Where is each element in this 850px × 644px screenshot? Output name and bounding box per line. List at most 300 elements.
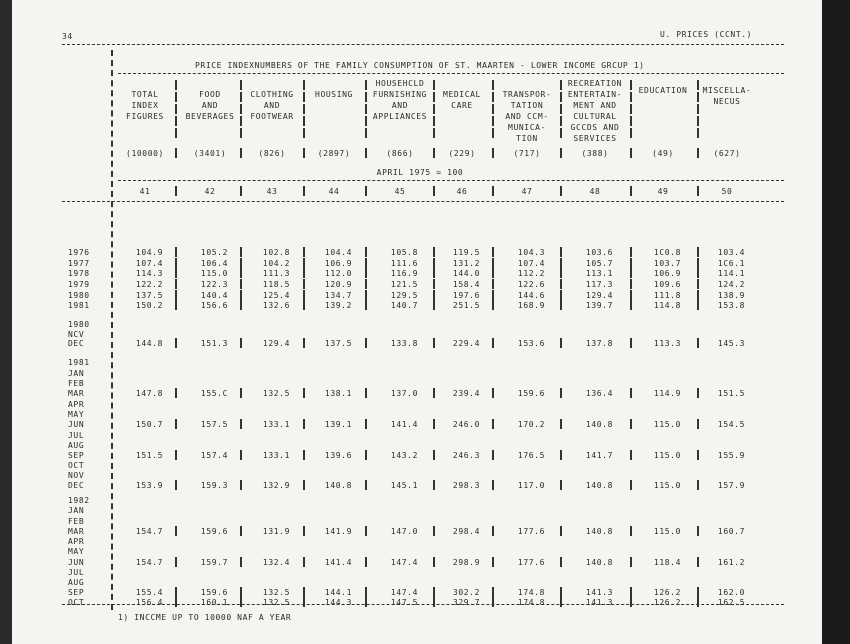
table-cell: 159.6 bbox=[517, 389, 545, 398]
column-separator-tick bbox=[303, 104, 305, 114]
table-cell: 114.9 bbox=[653, 389, 681, 398]
column-code: 47 bbox=[521, 187, 533, 196]
column-code: 42 bbox=[204, 187, 216, 196]
column-header-line: BEVERAGES bbox=[185, 112, 235, 121]
row-label: DEC bbox=[68, 481, 85, 490]
column-separator-tick bbox=[303, 80, 305, 90]
table-cell: 251.5 bbox=[452, 301, 480, 310]
table-cell: 147.4 bbox=[390, 558, 418, 567]
column-separator-tick bbox=[365, 128, 367, 138]
table-cell: 1C6.1 bbox=[717, 259, 745, 268]
column-separator-tick bbox=[303, 186, 305, 196]
column-separator-tick bbox=[365, 557, 367, 567]
column-separator-tick bbox=[433, 148, 435, 158]
table-cell: 118.5 bbox=[262, 280, 290, 289]
row-label: OCT bbox=[68, 598, 85, 607]
column-weight: (49) bbox=[652, 149, 674, 158]
column-separator-tick bbox=[175, 597, 177, 607]
column-weight: (627) bbox=[713, 149, 741, 158]
table-cell: 115.0 bbox=[653, 527, 681, 536]
table-cell: 229.4 bbox=[452, 339, 480, 348]
table-cell: 159.6 bbox=[200, 588, 228, 597]
row-label: APR bbox=[68, 400, 85, 409]
row-label: MAR bbox=[68, 389, 85, 398]
column-separator-tick bbox=[560, 597, 562, 607]
row-label: JAN bbox=[68, 506, 85, 515]
code-lower-rule bbox=[62, 201, 784, 202]
column-header-line: FIGURES bbox=[126, 112, 164, 121]
table-cell: 155.C bbox=[200, 389, 228, 398]
table-cell: 120.9 bbox=[324, 280, 352, 289]
table-cell: 159.7 bbox=[200, 558, 228, 567]
column-separator-tick bbox=[560, 450, 562, 460]
column-separator-tick bbox=[365, 279, 367, 289]
row-label: NOV bbox=[68, 471, 85, 480]
column-header-line: FOOD bbox=[199, 90, 221, 99]
column-code: 41 bbox=[139, 187, 151, 196]
column-separator-tick bbox=[365, 480, 367, 490]
table-cell: 160.7 bbox=[717, 527, 745, 536]
code-upper-rule bbox=[118, 180, 784, 181]
table-cell: 134.7 bbox=[324, 291, 352, 300]
table-cell: 105.7 bbox=[585, 259, 613, 268]
column-separator-tick bbox=[365, 587, 367, 597]
column-header-line: EDUCATION bbox=[638, 86, 688, 95]
table-cell: 111.6 bbox=[390, 259, 418, 268]
row-label: 1981 bbox=[68, 301, 90, 310]
column-separator-tick bbox=[303, 116, 305, 126]
table-cell: 140.8 bbox=[585, 527, 613, 536]
table-cell: 107.4 bbox=[135, 259, 163, 268]
column-separator-tick bbox=[175, 290, 177, 300]
column-separator-tick bbox=[240, 128, 242, 138]
column-separator-tick bbox=[365, 258, 367, 268]
column-separator-tick bbox=[365, 526, 367, 536]
column-separator-tick bbox=[492, 450, 494, 460]
column-header-line: FURNISHING bbox=[372, 90, 428, 99]
column-separator-tick bbox=[492, 80, 494, 90]
column-separator-tick bbox=[175, 268, 177, 278]
column-separator-tick bbox=[365, 92, 367, 102]
table-cell: 157.9 bbox=[717, 481, 745, 490]
table-cell: 122.6 bbox=[517, 280, 545, 289]
table-cell: 106.9 bbox=[324, 259, 352, 268]
table-cell: 177.6 bbox=[517, 558, 545, 567]
row-label: JUL bbox=[68, 431, 85, 440]
column-separator-tick bbox=[175, 258, 177, 268]
row-label: 1980 bbox=[68, 291, 90, 300]
table-cell: 155.4 bbox=[135, 588, 163, 597]
row-label: 1977 bbox=[68, 259, 90, 268]
table-cell: 141.7 bbox=[585, 451, 613, 460]
column-code: 45 bbox=[394, 187, 406, 196]
table-cell: 102.8 bbox=[262, 248, 290, 257]
column-weight: (229) bbox=[448, 149, 476, 158]
column-weight: (826) bbox=[258, 149, 286, 158]
column-separator-tick bbox=[697, 186, 699, 196]
table-cell: 197.6 bbox=[452, 291, 480, 300]
table-cell: 144.0 bbox=[452, 269, 480, 278]
table-cell: 174.8 bbox=[517, 598, 545, 607]
column-separator-tick bbox=[560, 419, 562, 429]
table-cell: 141.4 bbox=[390, 420, 418, 429]
column-separator-tick bbox=[560, 80, 562, 90]
table-cell: 170.2 bbox=[517, 420, 545, 429]
table-cell: 154.5 bbox=[717, 420, 745, 429]
table-cell: 129.4 bbox=[585, 291, 613, 300]
column-weight: (866) bbox=[386, 149, 414, 158]
table-cell: 138.1 bbox=[324, 389, 352, 398]
column-separator-tick bbox=[492, 279, 494, 289]
table-cell: 116.9 bbox=[390, 269, 418, 278]
column-separator-tick bbox=[365, 80, 367, 90]
table-cell: 122.2 bbox=[135, 280, 163, 289]
column-separator-tick bbox=[365, 186, 367, 196]
table-cell: 139.1 bbox=[324, 420, 352, 429]
table-cell: 115.0 bbox=[653, 451, 681, 460]
table-cell: 159.3 bbox=[200, 481, 228, 490]
column-separator-tick bbox=[175, 104, 177, 114]
column-separator-tick bbox=[630, 148, 632, 158]
table-cell: 168.9 bbox=[517, 301, 545, 310]
table-cell: 132.5 bbox=[262, 598, 290, 607]
table-cell: 161.2 bbox=[717, 558, 745, 567]
column-header-line: APPLIANCES bbox=[372, 112, 428, 121]
column-separator-tick bbox=[492, 148, 494, 158]
table-cell: 119.5 bbox=[452, 248, 480, 257]
column-separator-tick bbox=[492, 480, 494, 490]
column-header-line: RECREATION bbox=[567, 79, 623, 88]
column-separator-tick bbox=[175, 526, 177, 536]
column-header-line: CULTURAL bbox=[573, 112, 617, 121]
column-header-line: SERVICES bbox=[573, 134, 617, 143]
table-cell: 141.4 bbox=[324, 558, 352, 567]
table-cell: 111.3 bbox=[262, 269, 290, 278]
column-separator-tick bbox=[492, 526, 494, 536]
table-cell: 155.9 bbox=[717, 451, 745, 460]
row-label: 1976 bbox=[68, 248, 90, 257]
table-cell: 137.0 bbox=[390, 389, 418, 398]
table-cell: 151.5 bbox=[135, 451, 163, 460]
column-header-line: NECUS bbox=[713, 97, 741, 106]
column-separator-tick bbox=[492, 258, 494, 268]
column-separator-tick bbox=[365, 104, 367, 114]
column-separator-tick bbox=[560, 480, 562, 490]
column-header-line: HOUSEHCLD bbox=[375, 79, 425, 88]
table-cell: 141.3 bbox=[585, 588, 613, 597]
column-separator-tick bbox=[365, 268, 367, 278]
table-cell: 140.7 bbox=[390, 301, 418, 310]
column-code: 44 bbox=[328, 187, 340, 196]
row-label: APR bbox=[68, 537, 85, 546]
table-cell: 114.8 bbox=[653, 301, 681, 310]
table-cell: 144.6 bbox=[517, 291, 545, 300]
row-label: JAN bbox=[68, 369, 85, 378]
table-cell: 126.2 bbox=[653, 598, 681, 607]
column-separator-tick bbox=[492, 587, 494, 597]
column-separator-tick bbox=[492, 247, 494, 257]
table-cell: 131.2 bbox=[452, 259, 480, 268]
column-separator-tick bbox=[560, 300, 562, 310]
table-cell: 117.0 bbox=[517, 481, 545, 490]
table-cell: 145.1 bbox=[390, 481, 418, 490]
column-separator-tick bbox=[697, 128, 699, 138]
column-header-line: AND bbox=[391, 101, 409, 110]
row-label: 1979 bbox=[68, 280, 90, 289]
column-weight: (3401) bbox=[193, 149, 227, 158]
column-header-line: TION bbox=[516, 134, 538, 143]
title-rule bbox=[118, 73, 784, 74]
table-cell: 139.7 bbox=[585, 301, 613, 310]
row-label: 1981 bbox=[68, 358, 90, 367]
column-code: 48 bbox=[589, 187, 601, 196]
column-separator-tick bbox=[240, 92, 242, 102]
column-separator-tick bbox=[433, 92, 435, 102]
column-separator-tick bbox=[175, 186, 177, 196]
table-cell: 153.9 bbox=[135, 481, 163, 490]
column-separator-tick bbox=[240, 148, 242, 158]
table-cell: 129.4 bbox=[262, 339, 290, 348]
table-cell: 329.7 bbox=[452, 598, 480, 607]
column-weight: (717) bbox=[513, 149, 541, 158]
table-cell: 117.3 bbox=[585, 280, 613, 289]
table-cell: 144.1 bbox=[324, 588, 352, 597]
column-separator-tick bbox=[697, 116, 699, 126]
table-cell: 137.8 bbox=[585, 339, 613, 348]
column-separator-tick bbox=[560, 258, 562, 268]
column-header-line: TATION bbox=[510, 101, 544, 110]
table-cell: 246.3 bbox=[452, 451, 480, 460]
table-cell: 139.2 bbox=[324, 301, 352, 310]
row-label: FEB bbox=[68, 517, 85, 526]
table-cell: 153.8 bbox=[717, 301, 745, 310]
column-separator-tick bbox=[560, 290, 562, 300]
column-weight: (388) bbox=[581, 149, 609, 158]
column-header-line: MUNICA- bbox=[508, 123, 546, 132]
table-cell: 103.7 bbox=[653, 259, 681, 268]
column-separator-tick bbox=[433, 104, 435, 114]
column-separator-tick bbox=[560, 338, 562, 348]
row-label: JUN bbox=[68, 420, 85, 429]
table-cell: 1C0.8 bbox=[653, 248, 681, 257]
column-separator-tick bbox=[175, 247, 177, 257]
table-cell: 298.3 bbox=[452, 481, 480, 490]
table-cell: 133.1 bbox=[262, 451, 290, 460]
table-cell: 177.6 bbox=[517, 527, 545, 536]
footnote: 1) INCCME UP TO 10000 NAF A YEAR bbox=[118, 613, 292, 622]
table-cell: 137.5 bbox=[135, 291, 163, 300]
column-separator-tick bbox=[365, 300, 367, 310]
column-separator-tick bbox=[630, 92, 632, 102]
column-separator-tick bbox=[630, 104, 632, 114]
table-cell: 140.8 bbox=[585, 420, 613, 429]
table-cell: 106.4 bbox=[200, 259, 228, 268]
column-separator-tick bbox=[175, 480, 177, 490]
column-separator-tick bbox=[433, 128, 435, 138]
row-label: NCV bbox=[68, 330, 85, 339]
table-cell: 298.4 bbox=[452, 527, 480, 536]
table-cell: 122.3 bbox=[200, 280, 228, 289]
column-separator-tick bbox=[492, 300, 494, 310]
table-cell: 113.3 bbox=[653, 339, 681, 348]
column-separator-tick bbox=[560, 587, 562, 597]
table-cell: 156.6 bbox=[200, 301, 228, 310]
column-separator-tick bbox=[175, 279, 177, 289]
table-cell: 132.6 bbox=[262, 301, 290, 310]
column-header-line: FOOTWEAR bbox=[250, 112, 294, 121]
column-header-line: MEDICAL bbox=[443, 90, 481, 99]
column-separator-tick bbox=[697, 92, 699, 102]
column-separator-tick bbox=[560, 104, 562, 114]
table-cell: 156.4 bbox=[135, 598, 163, 607]
table-cell: 105.2 bbox=[200, 248, 228, 257]
column-weight: (10000) bbox=[126, 149, 164, 158]
row-label: FEB bbox=[68, 379, 85, 388]
page-number: 34 bbox=[62, 32, 73, 41]
column-separator-tick bbox=[175, 128, 177, 138]
table-cell: 131.9 bbox=[262, 527, 290, 536]
column-separator-tick bbox=[492, 597, 494, 607]
table-cell: 144.3 bbox=[324, 598, 352, 607]
table-cell: 141.9 bbox=[324, 527, 352, 536]
column-code: 49 bbox=[657, 187, 669, 196]
column-header-line: MENT AND bbox=[573, 101, 617, 110]
column-separator-tick bbox=[175, 116, 177, 126]
column-separator-tick bbox=[492, 290, 494, 300]
table-cell: 159.6 bbox=[200, 527, 228, 536]
column-header-line: AND bbox=[201, 101, 219, 110]
column-separator-tick bbox=[175, 92, 177, 102]
table-cell: 112.0 bbox=[324, 269, 352, 278]
column-separator-tick bbox=[365, 148, 367, 158]
column-separator-tick bbox=[560, 247, 562, 257]
page-binding-edge bbox=[0, 0, 12, 644]
table-cell: 111.8 bbox=[653, 291, 681, 300]
column-separator-tick bbox=[630, 116, 632, 126]
column-separator-tick bbox=[175, 587, 177, 597]
column-separator-tick bbox=[365, 419, 367, 429]
row-label: 1978 bbox=[68, 269, 90, 278]
table-cell: 126.2 bbox=[653, 588, 681, 597]
column-separator-tick bbox=[175, 557, 177, 567]
column-separator-tick bbox=[560, 268, 562, 278]
column-separator-tick bbox=[433, 186, 435, 196]
table-cell: 106.9 bbox=[653, 269, 681, 278]
column-separator-tick bbox=[697, 80, 699, 90]
table-cell: 112.2 bbox=[517, 269, 545, 278]
column-separator-tick bbox=[175, 450, 177, 460]
table-cell: 137.5 bbox=[324, 339, 352, 348]
table-cell: 147.4 bbox=[390, 588, 418, 597]
column-header-line: HOUSING bbox=[315, 90, 353, 99]
table-cell: 104.4 bbox=[324, 248, 352, 257]
table-cell: 153.6 bbox=[517, 339, 545, 348]
column-separator-tick bbox=[240, 80, 242, 90]
column-code: 43 bbox=[266, 187, 278, 196]
column-separator-tick bbox=[560, 116, 562, 126]
column-separator-tick bbox=[560, 186, 562, 196]
column-separator-tick bbox=[492, 104, 494, 114]
table-cell: 145.3 bbox=[717, 339, 745, 348]
table-cell: 302.2 bbox=[452, 588, 480, 597]
table-cell: 174.8 bbox=[517, 588, 545, 597]
column-separator-tick bbox=[175, 300, 177, 310]
table-cell: 162.5 bbox=[717, 598, 745, 607]
column-separator-tick bbox=[560, 148, 562, 158]
table-cell: 140.8 bbox=[585, 558, 613, 567]
table-cell: 150.2 bbox=[135, 301, 163, 310]
table-cell: 141.3 bbox=[585, 598, 613, 607]
table-cell: 121.5 bbox=[390, 280, 418, 289]
table-cell: 104.2 bbox=[262, 259, 290, 268]
row-label: JUL bbox=[68, 568, 85, 577]
column-separator-tick bbox=[365, 338, 367, 348]
table-cell: 133.1 bbox=[262, 420, 290, 429]
table-cell: 132.5 bbox=[262, 389, 290, 398]
row-label: SEP bbox=[68, 588, 85, 597]
table-cell: 109.6 bbox=[653, 280, 681, 289]
table-cell: 140.8 bbox=[324, 481, 352, 490]
column-separator-tick bbox=[240, 104, 242, 114]
column-separator-tick bbox=[492, 557, 494, 567]
column-separator-tick bbox=[175, 419, 177, 429]
column-separator-tick bbox=[492, 388, 494, 398]
table-cell: 104.3 bbox=[517, 248, 545, 257]
row-label: 1980 bbox=[68, 320, 90, 329]
table-cell: 133.8 bbox=[390, 339, 418, 348]
column-separator-tick bbox=[303, 128, 305, 138]
table-cell: 104.9 bbox=[135, 248, 163, 257]
column-separator-tick bbox=[365, 247, 367, 257]
column-separator-tick bbox=[560, 388, 562, 398]
column-separator-tick bbox=[365, 290, 367, 300]
column-separator-tick bbox=[560, 128, 562, 138]
row-label: JUN bbox=[68, 558, 85, 567]
column-separator-tick bbox=[560, 92, 562, 102]
table-cell: 298.9 bbox=[452, 558, 480, 567]
table-cell: 103.4 bbox=[717, 248, 745, 257]
column-separator-tick bbox=[560, 279, 562, 289]
column-separator-tick bbox=[492, 338, 494, 348]
column-separator-tick bbox=[492, 419, 494, 429]
table-cell: 140.8 bbox=[585, 481, 613, 490]
column-separator-tick bbox=[303, 148, 305, 158]
column-header-line: AND CCM- bbox=[505, 112, 549, 121]
column-separator-tick bbox=[433, 116, 435, 126]
table-cell: 125.4 bbox=[262, 291, 290, 300]
table-cell: 132.9 bbox=[262, 481, 290, 490]
column-separator-tick bbox=[492, 186, 494, 196]
table-cell: 151.5 bbox=[717, 389, 745, 398]
table-cell: 118.4 bbox=[653, 558, 681, 567]
row-label: SEP bbox=[68, 451, 85, 460]
table-cell: 105.8 bbox=[390, 248, 418, 257]
table-cell: 143.2 bbox=[390, 451, 418, 460]
table-cell: 115.0 bbox=[200, 269, 228, 278]
base-period: APRIL 1975 = 100 bbox=[376, 168, 464, 177]
column-header-line: ENTERTAIN- bbox=[567, 90, 623, 99]
stub-divider bbox=[111, 50, 113, 610]
row-label: MAY bbox=[68, 410, 85, 419]
column-separator-tick bbox=[492, 268, 494, 278]
column-separator-tick bbox=[365, 388, 367, 398]
column-separator-tick bbox=[492, 116, 494, 126]
column-separator-tick bbox=[492, 92, 494, 102]
table-cell: 160.1 bbox=[200, 598, 228, 607]
column-separator-tick bbox=[433, 80, 435, 90]
column-code: 50 bbox=[721, 187, 733, 196]
table-cell: 103.6 bbox=[585, 248, 613, 257]
